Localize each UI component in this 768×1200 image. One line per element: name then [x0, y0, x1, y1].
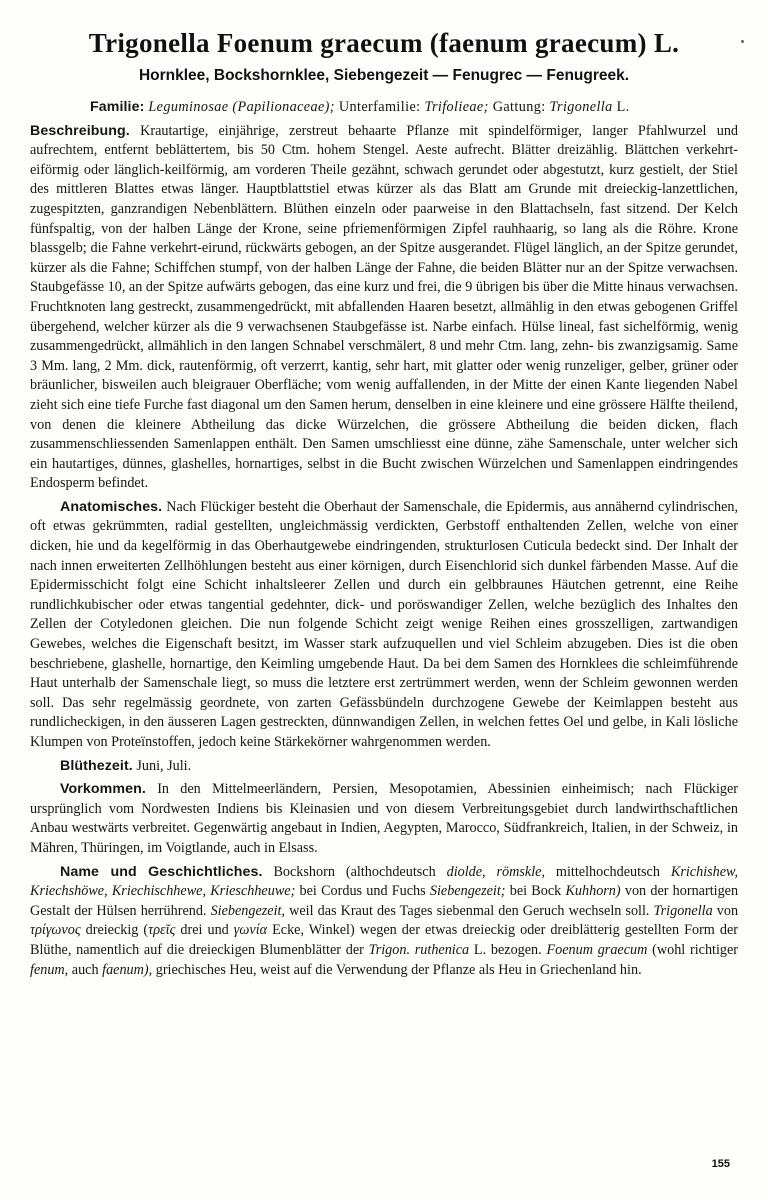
name-italic-6: Trigonella: [653, 902, 713, 919]
name-text-14: griechisches Heu, weist auf die Verwendung der Pflanze als Heu in Griechenland hin.: [155, 961, 642, 978]
name-italic-5: Siebengezeit,: [210, 902, 286, 919]
subfamily-name: Trifolieae;: [424, 99, 489, 115]
vorkommen-paragraph: [30, 780, 738, 858]
name-italic-10: Trigon. ruthenica: [368, 941, 470, 958]
name-text-5: von der hornartigen Gestalt der Hülsen herrührend.: [30, 883, 739, 919]
genus-name: Trigonella: [549, 99, 613, 115]
unterfamilie-label: Unterfamilie:: [338, 99, 421, 115]
name-text-3: bei Cordus und Fuchs: [299, 883, 426, 900]
gattung-label: Gattung:: [492, 99, 546, 115]
vorkommen-text: In den Mittelmeerländern, Persien, Mesopotamien, Abessinien einheimisch; nach Flückiger ursprünglich vom Nordwesten Indiens bis Kleinasien und von diesem Verbreitungsgebiet durch landwirthschaftlichen Anbau westwärts verbreitet. Gegenwärtig angebaut in Indien, Aegypten, Marocco, Südfrankreich, Italien, in der Schweiz, in Mähren, Thüringen, im Voigtlande, auch in Elsass.: [30, 781, 739, 856]
bluethezeit-paragraph: [30, 757, 738, 777]
name-italic-7: τρίγωνος: [30, 922, 81, 939]
name-text-11: L. bezogen.: [473, 941, 542, 958]
page-title: Trigonella Foenum graecum (faenum graecum) L.: [88, 28, 680, 58]
name-text-13: auch: [71, 961, 99, 978]
anatomisches-label: Anatomisches.: [60, 498, 163, 515]
name-geschichtliches-paragraph: [30, 863, 738, 981]
name-italic-12: fenum,: [30, 961, 69, 978]
family-name: Leguminosae (Papilionaceae);: [148, 99, 335, 115]
name-italic-11: Foenum graecum: [546, 941, 648, 958]
common-names-subtitle: Hornklee, Bockshornklee, Siebengezeit — Fenugrec — Fenugreek.: [138, 67, 630, 84]
name-text-4: bei Bock: [509, 883, 562, 900]
name-text-8: dreieckig (: [85, 922, 149, 939]
familie-paragraph: [30, 98, 738, 118]
page-number: 155: [711, 1158, 730, 1170]
genus-author: L.: [616, 99, 630, 115]
familie-label: Familie:: [90, 99, 145, 115]
name-italic-4: Kuhhorn): [565, 883, 621, 900]
name-italic-8: τρεῖς: [148, 922, 176, 939]
vorkommen-label: Vorkommen.: [60, 781, 146, 798]
name-italic-3: Siebengezeit;: [429, 883, 506, 900]
beschreibung-label: Beschreibung.: [30, 122, 130, 139]
beschreibung-paragraph: [30, 122, 738, 494]
name-text-7: von: [716, 902, 739, 919]
name-italic-1: diolde, römskle,: [446, 863, 545, 880]
name-text-9: drei und: [180, 922, 229, 939]
anatomisches-text: Nach Flückiger besteht die Oberhaut der Samenschale, die Epidermis, aus annähernd cylindrischen, oft etwas gekrümmten, radial gestellten, ungleichmässig verdickten, Gerbstoff enthaltenden Zellen, welche von einer dicken, hie und da kegelförmig in das Oberhautgewebe eindringenden, strukturlosen Cuticula bedeckt sind. Der Inhalt der nach innen erweiterten Zellhöhlungen besteht aus einer körnigen, durch Eisenchlorid sich dunkel färbenden Masse. Auf die Epidermisschicht folgt eine Schicht inhaltsleerer Zellen und durch ein gelbbraunes Häutchen getrennt, eine Reihe rundlichkubischer oder etwas tangential gedehnter, dick- und poröswandiger Zellen, welche bezüglich des Inhaltes den Zellen der Cotyledonen gleichen. Die nun folgende Schicht zeigt wenige Reihen eines grosszelligen, zartwandigen Gewebes, welches die Eigenschaft besitzt, im Wasser stark aufzuquellen und viel Schleim abzugeben. Dies ist die oben beschriebene, glashelle, hornartige, den Keimling umgebende Haut. Da bei dem Samen des Hornklees die schleimführende Haut unterhalb der Samenschale liegt, so muss die letztere erst zertrümmert werden, wenn der Schleim gewonnen werden soll. Das sehr regelmässig geordnete, von zarten Gefässbündeln durchzogene Gewebe der Keimlappen besteht aus rundlicheckigen, in den äusseren Lagen gestreckten, dünnwandigen Zellen, in welchen fettes Oel und gelbe, in Kali lösliche Klumpen von Proteïnstoffen, jedoch keine Stärkekörner wahrgenommen werden.: [30, 498, 739, 750]
name-italic-9: γωνία: [233, 922, 268, 939]
name-text-1: Bockshorn (althochdeutsch: [273, 863, 436, 880]
name-italic-2: Krichishew, Kriechshöwe, Kriechischhewe, Krieschheuwe;: [30, 863, 739, 900]
bluethezeit-text: Juni, Juli.: [136, 757, 192, 774]
beschreibung-text: Krautartige, einjährige, zerstreut behaarte Pflanze mit spindelförmiger, langer Pfahlwurzel und aufrechtem, entfernt beblättertem, bis 50 Ctm. hohem Stengel. Aeste aufrecht. Blätter dreizählig. Blättchen verkehrt-eiförmig oder länglich-keilförmig, am vorderen Theile gezähnt, schwach gerundet oder abgestutzt, kurz gestielt, der Stiel des mittleren Blattes etwas länger. Hauptblattstiel etwas kürzer als das Blatt am Grunde mit dreieckig-lanzettlichen, zugespitzten, ganzrandigen Nebenblättern. Blüthen einzeln oder paarweise in den Blattachseln, fast sitzend. Der Kelch fünfspaltig, von der halben Länge der Krone, seine pfriemenförmigen Zipfel rauhhaarig, so lang als die Röhre. Krone blassgelb; die Fahne verkehrt-eirund, rückwärts gebogen, an der Spitze ausgerandet. Flügel länglich, an der Spitze gerundet, kürzer als die Fahne; Schiffchen stumpf, von der halben Länge der Fahne, die beiden Blätter nur an der Spitze verwachsen. Staubgefässe 10, an der Spitze aufwärts gebogen, das eine kurz und frei, die 9 übrigen bis über die Mitte hinaus verwachsen. Fruchtknoten lang gestreckt, zusammengedrückt, mit abfallenden Haaren besetzt, allmählig in den etwas gebogenen Griffel übergehend, welcher kürzer als die 9 verwachsenen Staubgefässe ist. Narbe einfach. Hülse lineal, fast sichelförmig, wenig zusammengedrückt, allmählich in den langen Schnabel verschmälert, 8 und mehr Ctm. lang, zehn- bis zwanzigsamig. Same 3 Mm. lang, 2 Mm. dick, rautenförmig, oft verzerrt, kantig, sehr hart, mit glatter oder wenig runzeliger, gelber, grüner oder bräunlicher, bisweilen auch bleigrauer Oberfläche; vom wenig auffallenden, in der Mitte der einen Kante liegenden Nabel zieht sich eine tiefe Furche fast diagonal um den Samen herum, denselben in eine kleinere und eine grössere Hälfte theilend, von denen die kleinere Abtheilung das dicke Würzelchen, die grössere Abtheilung die beiden dicken, flach zusammenschliessenden Samenlappen enthält. Den Samen umschliesst eine dünne, zähe Samenschale, unter welcher sich ein hautartiges, dünnes, glashelles, hornartiges, selbst in die Bucht zwischen Würzelchen und Samenlappen eindringendes Endosperm befindet.: [30, 122, 739, 492]
name-italic-13: faenum),: [102, 961, 153, 978]
name-text-6: weil das Kraut des Tages siebenmal den Geruch wechseln soll.: [289, 902, 650, 919]
name-text-2: mittelhochdeutsch: [555, 863, 660, 880]
name-text-10: Ecke, Winkel) wegen der etwas dreieckig oder dreiblätterig gestellten Form der Blüthe, namentlich auf die dreieckigen Blumenblätter der: [30, 922, 738, 958]
anatomisches-paragraph: [30, 498, 738, 753]
name-text-12: (wohl richtiger: [652, 941, 739, 958]
bluethezeit-label: Blüthezeit.: [60, 757, 133, 774]
name-geschichtliches-label: Name und Geschichtliches.: [60, 863, 263, 880]
print-speck: [741, 40, 744, 43]
